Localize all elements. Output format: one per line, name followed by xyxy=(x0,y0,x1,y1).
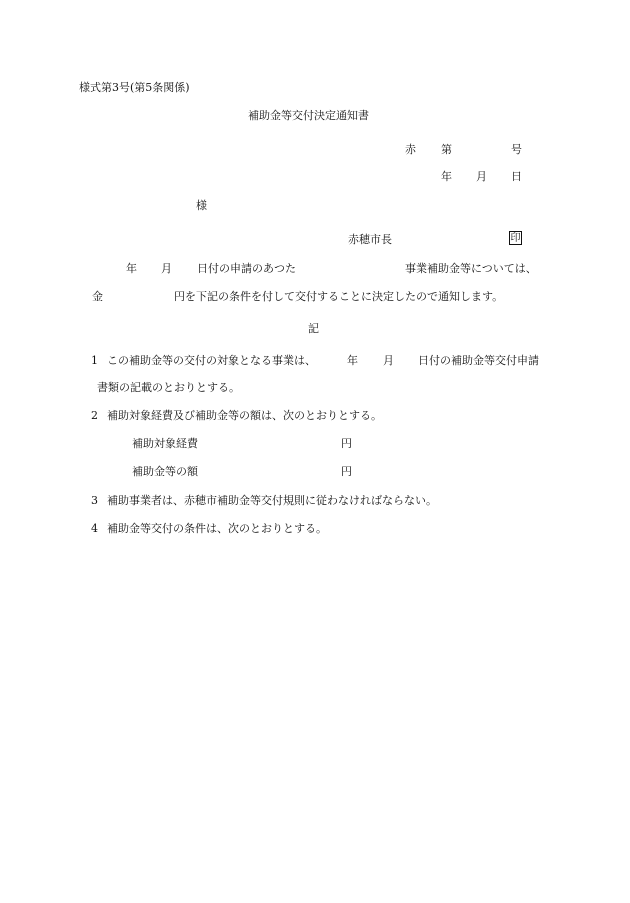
doc-number-dai: 第 xyxy=(441,143,452,156)
seal-mark: 印 xyxy=(510,233,521,244)
body-line1-text-a: 日付の申請のあつた xyxy=(197,262,296,275)
item2-number: 2 xyxy=(91,409,98,422)
body-line1-month: 月 xyxy=(161,262,172,275)
item1-number: 1 xyxy=(91,354,98,367)
doc-number-prefix: 赤 xyxy=(405,143,416,156)
item2-sub2-unit: 円 xyxy=(341,465,352,478)
date-year: 年 xyxy=(441,170,452,183)
item3-text: 補助事業者は、赤穂市補助金等交付規則に従わなければならない。 xyxy=(107,494,437,507)
item3-number: 3 xyxy=(91,494,98,507)
item2-text: 補助対象経費及び補助金等の額は、次のとおりとする。 xyxy=(107,409,382,422)
body-line2-kin: 金 xyxy=(92,290,103,303)
addressee-suffix: 様 xyxy=(196,199,207,212)
doc-number-go: 号 xyxy=(511,143,522,156)
form-number: 様式第3号(第5条関係) xyxy=(79,81,190,94)
ki-heading: 記 xyxy=(308,322,319,335)
date-month: 月 xyxy=(476,170,487,183)
item2-sub1-unit: 円 xyxy=(341,437,352,450)
item4-text: 補助金等交付の条件は、次のとおりとする。 xyxy=(107,522,327,535)
item1-year: 年 xyxy=(347,354,358,367)
item1-text-a: この補助金等の交付の対象となる事業は、 xyxy=(107,354,316,367)
body-line1-text-b: 事業補助金等については、 xyxy=(405,262,537,275)
document-title: 補助金等交付決定通知書 xyxy=(248,109,369,122)
item2-sub1-label: 補助対象経費 xyxy=(132,437,198,450)
item1-text-c: 書類の記載のとおりとする。 xyxy=(97,381,240,394)
body-line2-text: 円を下記の条件を付して交付することに決定したので通知します。 xyxy=(174,290,504,303)
body-line1-year: 年 xyxy=(126,262,137,275)
item4-number: 4 xyxy=(91,522,98,535)
item1-month: 月 xyxy=(383,354,394,367)
issuer-name: 赤穂市長 xyxy=(348,233,392,246)
item1-text-b: 日付の補助金等交付申請 xyxy=(418,354,539,367)
item2-sub2-label: 補助金等の額 xyxy=(132,465,198,478)
date-day: 日 xyxy=(511,170,522,183)
